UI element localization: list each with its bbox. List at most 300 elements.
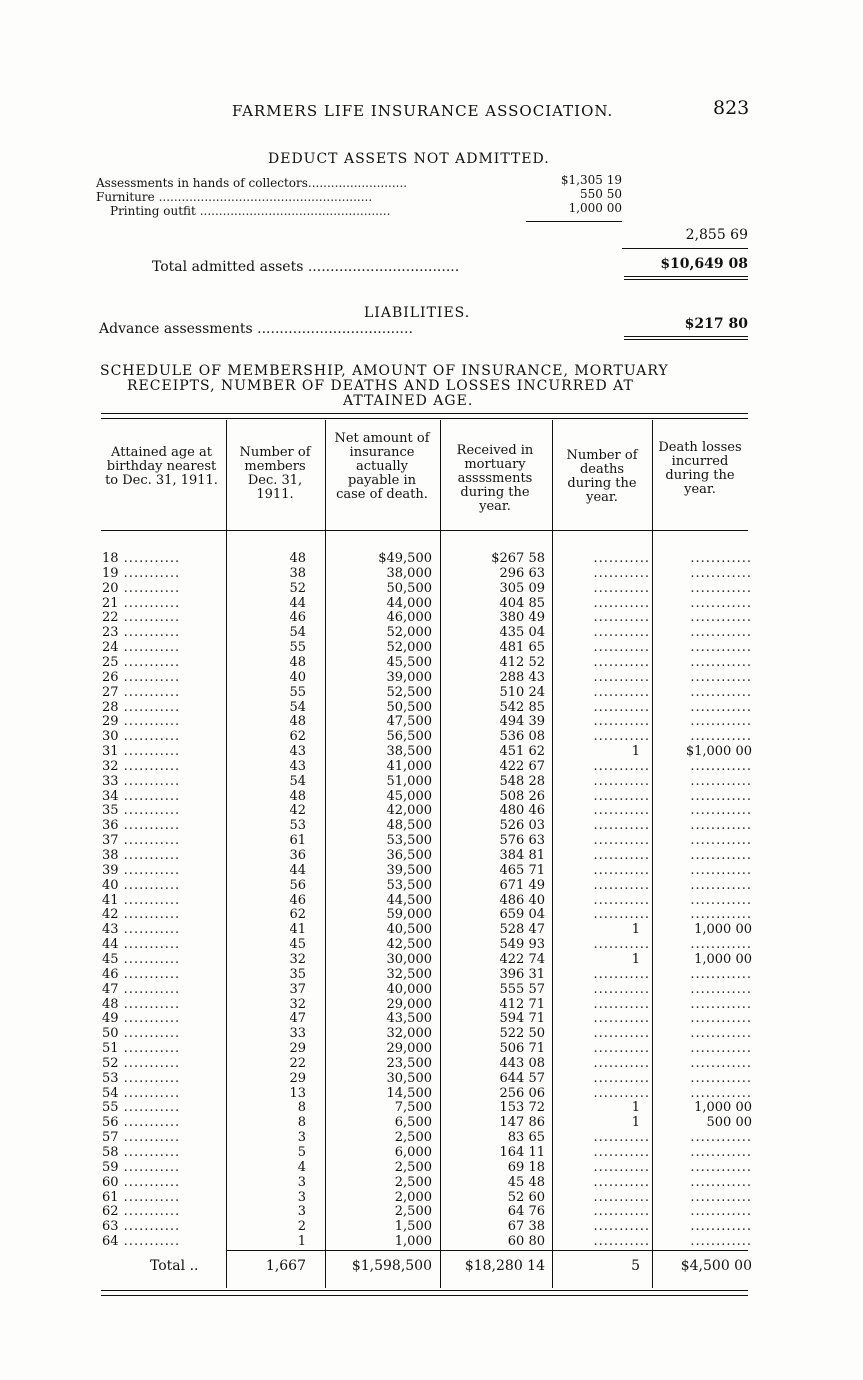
cell-age-value: 45 [102, 951, 119, 967]
cell-members: 62 [289, 729, 306, 745]
cell-deaths-leader: ........... [593, 833, 650, 849]
cell-losses: 1,000 00 [694, 1100, 752, 1116]
cell-received: 435 04 [499, 625, 545, 641]
cell-age-value: 36 [102, 818, 119, 834]
cell-insurance: 32,000 [386, 1026, 432, 1042]
cell-deaths-leader: ........... [593, 803, 650, 819]
cell-age-value: 22 [102, 610, 119, 626]
table-row [0, 953, 863, 968]
cell-age: 50 ........... [102, 1026, 181, 1042]
cell-received: 64 76 [507, 1204, 545, 1220]
cell-deaths-leader: ........... [593, 699, 650, 715]
cell-members: 37 [289, 981, 306, 997]
cell-members: 54 [289, 699, 306, 715]
cell-insurance: 44,500 [386, 892, 432, 908]
cell-deaths-leader: ........... [593, 580, 650, 596]
table-row [0, 611, 863, 626]
cell-members: 45 [289, 937, 306, 953]
deduct-item-amount: 550 50 [580, 187, 622, 201]
cell-received: 396 31 [499, 966, 545, 982]
cell-age: 33 ........... [102, 773, 181, 789]
cell-insurance: 1,500 [394, 1219, 432, 1235]
cell-age-value: 24 [102, 640, 119, 656]
cell-members: 44 [289, 595, 306, 611]
cell-received: 549 93 [499, 937, 545, 953]
cell-insurance: 43,500 [386, 1011, 432, 1027]
deduct-item-label: Assessments in hands of collectors [96, 176, 308, 190]
cell-age: 28 ........... [102, 699, 181, 715]
cell-age: 49 ........... [102, 1011, 181, 1027]
cell-deaths-leader: ........... [593, 892, 650, 908]
table-row [0, 923, 863, 938]
cell-members: 48 [289, 714, 306, 730]
table-row [0, 983, 863, 998]
deduct-item-collectors: Assessments in hands of collectors.......................... [96, 176, 408, 190]
cell-received: 659 04 [499, 907, 545, 923]
cell-age-value: 31 [102, 744, 119, 760]
double-rule [624, 276, 748, 277]
double-rule [624, 336, 748, 337]
cell-age-value: 44 [102, 937, 119, 953]
cell-age: 29 ........... [102, 714, 181, 730]
cell-members: 2 [297, 1219, 306, 1235]
table-row [0, 1176, 863, 1191]
cell-deaths: 1 [631, 951, 640, 967]
cell-deaths-leader: ........... [593, 907, 650, 923]
table-row [0, 819, 863, 834]
cell-losses: 1,000 00 [694, 922, 752, 938]
cell-insurance: 38,000 [386, 565, 432, 581]
running-header: FARMERS LIFE INSURANCE ASSOCIATION. [232, 102, 614, 120]
cell-insurance: 2,500 [394, 1174, 432, 1190]
schedule-title-line1: SCHEDULE OF MEMBERSHIP, AMOUNT OF INSURANCE, MORTUARY [100, 363, 669, 379]
cell-age: 34 ........... [102, 788, 181, 804]
cell-insurance: 2,000 [394, 1189, 432, 1205]
total-rule [226, 1250, 748, 1251]
cell-insurance: 23,500 [386, 1055, 432, 1071]
cell-received: 384 81 [499, 848, 545, 863]
cell-insurance: 2,500 [394, 1204, 432, 1220]
total-admitted-text: Total admitted assets [152, 259, 304, 275]
cell-age-value: 49 [102, 1011, 119, 1027]
cell-insurance: 39,500 [386, 862, 432, 878]
cell-age: 23 ........... [102, 625, 181, 641]
total-losses: $4,500 00 [680, 1258, 752, 1274]
cell-age-value: 53 [102, 1070, 119, 1086]
cell-losses-leader: ............ [690, 714, 752, 730]
cell-losses-leader: ............ [690, 1055, 752, 1071]
cell-losses-leader: ............ [690, 1070, 752, 1086]
cell-deaths-leader: ........... [593, 1011, 650, 1027]
cell-received: 555 57 [499, 981, 545, 997]
cell-members: 47 [289, 1011, 306, 1027]
cell-losses: $1,000 00 [685, 744, 752, 760]
cell-age: 59 ........... [102, 1159, 181, 1175]
table-row [0, 1012, 863, 1027]
cell-age: 54 ........... [102, 1085, 181, 1101]
deduct-item-printing: Printing outfit .................................................. [110, 204, 391, 218]
cell-insurance: 1,000 [394, 1234, 432, 1250]
table-row [0, 879, 863, 894]
deduct-subtotal: 2,855 69 [685, 227, 748, 243]
table-row [0, 745, 863, 760]
table-row [0, 701, 863, 716]
cell-insurance: 6,500 [394, 1115, 432, 1131]
cell-age: 30 ........... [102, 729, 181, 745]
cell-deaths: 1 [631, 744, 640, 760]
cell-age-value: 34 [102, 788, 119, 804]
cell-age-value: 54 [102, 1085, 119, 1101]
page-number: 823 [713, 97, 750, 119]
cell-members: 54 [289, 773, 306, 789]
cell-age-value: 39 [102, 862, 119, 878]
cell-age: 37 ........... [102, 833, 181, 849]
cell-deaths-leader: ........... [593, 981, 650, 997]
cell-received: 522 50 [499, 1026, 545, 1042]
cell-deaths-leader: ........... [593, 1055, 650, 1071]
cell-losses-leader: ............ [690, 803, 752, 819]
cell-age: 60 ........... [102, 1174, 181, 1190]
cell-losses-leader: ............ [690, 1204, 752, 1220]
cell-deaths-leader: ........... [593, 1174, 650, 1190]
cell-received: 60 80 [507, 1234, 545, 1250]
table-row [0, 834, 863, 849]
advance-assessments-text: Advance assessments [99, 321, 253, 337]
cell-received: 380 49 [499, 610, 545, 626]
cell-age-value: 29 [102, 714, 119, 730]
cell-members: 22 [289, 1055, 306, 1071]
cell-received: 671 49 [499, 877, 545, 893]
cell-received: 412 52 [499, 654, 545, 670]
cell-age: 41 ........... [102, 892, 181, 908]
cell-members: 3 [297, 1204, 306, 1220]
double-rule [624, 279, 748, 280]
cell-age: 38 ........... [102, 848, 181, 863]
cell-age: 35 ........... [102, 803, 181, 819]
cell-age-value: 23 [102, 625, 119, 641]
cell-insurance: 40,000 [386, 981, 432, 997]
cell-age-value: 47 [102, 981, 119, 997]
cell-age: 44 ........... [102, 937, 181, 953]
cell-insurance: 7,500 [394, 1100, 432, 1116]
cell-deaths-leader: ........... [593, 773, 650, 789]
cell-received: 451 62 [499, 744, 545, 760]
cell-received: 542 85 [499, 699, 545, 715]
table-row [0, 582, 863, 597]
cell-insurance: 52,000 [386, 640, 432, 656]
total-insurance: $1,598,500 [351, 1258, 432, 1274]
deduct-item-amount: 1,000 00 [568, 201, 622, 215]
table-row [0, 1072, 863, 1087]
cell-age: 48 ........... [102, 996, 181, 1012]
cell-members: 61 [289, 833, 306, 849]
cell-age: 47 ........... [102, 981, 181, 997]
cell-deaths-leader: ........... [593, 877, 650, 893]
cell-deaths-leader: ........... [593, 1041, 650, 1057]
cell-deaths-leader: ........... [593, 848, 650, 863]
cell-insurance: 52,000 [386, 625, 432, 641]
cell-losses-leader: ............ [690, 907, 752, 923]
cell-insurance: 51,000 [386, 773, 432, 789]
cell-losses-leader: ............ [690, 699, 752, 715]
table-row [0, 597, 863, 612]
cell-received: 480 46 [499, 803, 545, 819]
cell-insurance: 50,500 [386, 699, 432, 715]
cell-members: 29 [289, 1041, 306, 1057]
cell-losses-leader: ............ [690, 966, 752, 982]
cell-members: 48 [289, 551, 306, 566]
cell-losses-leader: ............ [690, 981, 752, 997]
cell-losses-leader: ............ [690, 1026, 752, 1042]
cell-received: 147 86 [499, 1115, 545, 1131]
cell-deaths-leader: ........... [593, 966, 650, 982]
cell-losses-leader: ............ [690, 758, 752, 774]
liabilities-heading: LIABILITIES. [364, 305, 471, 321]
table-row [0, 1161, 863, 1176]
cell-received: $267 58 [491, 551, 545, 566]
cell-members: 43 [289, 758, 306, 774]
cell-deaths-leader: ........... [593, 565, 650, 581]
cell-age: 61 ........... [102, 1189, 181, 1205]
table-row [0, 730, 863, 745]
cell-deaths-leader: ........... [593, 1070, 650, 1086]
cell-losses-leader: ............ [690, 595, 752, 611]
cell-insurance: 41,000 [386, 758, 432, 774]
table-row [0, 790, 863, 805]
cell-received: 443 08 [499, 1055, 545, 1071]
cell-losses-leader: ............ [690, 1189, 752, 1205]
cell-insurance: 2,500 [394, 1159, 432, 1175]
cell-age: 21 ........... [102, 595, 181, 611]
cell-losses-leader: ............ [690, 1041, 752, 1057]
cell-members: 48 [289, 654, 306, 670]
table-row [0, 894, 863, 909]
cell-deaths-leader: ........... [593, 684, 650, 700]
cell-received: 412 71 [499, 996, 545, 1012]
cell-age: 27 ........... [102, 684, 181, 700]
col-header-deaths: Number of deaths during the year. [566, 448, 638, 505]
cell-losses-leader: ............ [690, 565, 752, 581]
cell-deaths-leader: ........... [593, 1204, 650, 1220]
table-row [0, 998, 863, 1013]
cell-insurance: 30,000 [386, 951, 432, 967]
cell-losses-leader: ............ [690, 1145, 752, 1160]
cell-age-value: 58 [102, 1145, 119, 1160]
cell-deaths-leader: ........... [593, 654, 650, 670]
cell-age-value: 46 [102, 966, 119, 982]
cell-age-value: 57 [102, 1130, 119, 1146]
cell-age: 62 ........... [102, 1204, 181, 1220]
table-row [0, 715, 863, 730]
cell-insurance: 2,500 [394, 1130, 432, 1146]
cell-age-value: 37 [102, 833, 119, 849]
cell-age: 24 ........... [102, 640, 181, 656]
cell-members: 42 [289, 803, 306, 819]
cell-losses-leader: ............ [690, 788, 752, 804]
double-rule [624, 339, 748, 340]
cell-insurance: $49,500 [378, 551, 432, 566]
cell-received: 296 63 [499, 565, 545, 581]
cell-losses-leader: ............ [690, 877, 752, 893]
table-row [0, 1220, 863, 1235]
cell-members: 32 [289, 951, 306, 967]
cell-losses-leader: ............ [690, 892, 752, 908]
cell-losses-leader: ............ [690, 625, 752, 641]
cell-members: 3 [297, 1174, 306, 1190]
cell-age-value: 25 [102, 654, 119, 670]
table-row [0, 908, 863, 923]
table-row [0, 1205, 863, 1220]
cell-age: 22 ........... [102, 610, 181, 626]
cell-members: 56 [289, 877, 306, 893]
cell-age-value: 40 [102, 877, 119, 893]
cell-age-value: 48 [102, 996, 119, 1012]
cell-insurance: 6,000 [394, 1145, 432, 1160]
cell-insurance: 40,500 [386, 922, 432, 938]
cell-age-value: 27 [102, 684, 119, 700]
cell-age-value: 28 [102, 699, 119, 715]
cell-insurance: 59,000 [386, 907, 432, 923]
cell-members: 4 [297, 1159, 306, 1175]
cell-members: 40 [289, 669, 306, 685]
cell-received: 548 28 [499, 773, 545, 789]
cell-age: 58 ........... [102, 1145, 181, 1160]
cell-age: 40 ........... [102, 877, 181, 893]
col-header-age: Attained age at birthday nearest to Dec. 31, 1911. [105, 445, 218, 488]
cell-members: 44 [289, 862, 306, 878]
table-row [0, 938, 863, 953]
table-top-rule [101, 418, 748, 419]
table-row [0, 1116, 863, 1131]
cell-deaths-leader: ........... [593, 1159, 650, 1175]
total-received: $18,280 14 [464, 1258, 545, 1274]
deduct-item-label: Printing outfit [110, 204, 196, 218]
cell-losses-leader: ............ [690, 654, 752, 670]
cell-members: 48 [289, 788, 306, 804]
cell-members: 46 [289, 610, 306, 626]
table-row [0, 1027, 863, 1042]
cell-age-value: 35 [102, 803, 119, 819]
cell-losses-leader: ............ [690, 1159, 752, 1175]
cell-members: 3 [297, 1130, 306, 1146]
table-bottom-rule [101, 1295, 748, 1296]
table-row [0, 1042, 863, 1057]
cell-losses-leader: ............ [690, 1219, 752, 1235]
schedule-title-line3: ATTAINED AGE. [343, 393, 474, 409]
cell-age: 31 ........... [102, 744, 181, 760]
cell-members: 38 [289, 565, 306, 581]
cell-members: 3 [297, 1189, 306, 1205]
cell-losses-leader: ............ [690, 729, 752, 745]
table-row [0, 626, 863, 641]
cell-received: 526 03 [499, 818, 545, 834]
cell-age: 63 ........... [102, 1219, 181, 1235]
total-admitted-amount: $10,649 08 [660, 256, 748, 272]
cell-age-value: 62 [102, 1204, 119, 1220]
deduct-item-furniture: Furniture ........................................................ [96, 190, 373, 204]
cell-members: 13 [289, 1085, 306, 1101]
cell-losses-leader: ............ [690, 818, 752, 834]
cell-members: 33 [289, 1026, 306, 1042]
table-row [0, 671, 863, 686]
cell-age: 64 ........... [102, 1234, 181, 1250]
cell-losses-leader: ............ [690, 833, 752, 849]
cell-insurance: 45,000 [386, 788, 432, 804]
cell-losses-leader: ............ [690, 1085, 752, 1101]
cell-members: 5 [297, 1145, 306, 1160]
cell-received: 494 39 [499, 714, 545, 730]
cell-members: 8 [297, 1100, 306, 1116]
cell-age-value: 60 [102, 1174, 119, 1190]
cell-age-value: 64 [102, 1234, 119, 1250]
cell-deaths-leader: ........... [593, 788, 650, 804]
total-label: Total .. [150, 1258, 199, 1274]
cell-age-value: 26 [102, 669, 119, 685]
cell-age-value: 33 [102, 773, 119, 789]
cell-insurance: 44,000 [386, 595, 432, 611]
cell-age-value: 42 [102, 907, 119, 923]
cell-losses-leader: ............ [690, 862, 752, 878]
cell-losses-leader: ............ [690, 610, 752, 626]
schedule-title-line2: RECEIPTS, NUMBER OF DEATHS AND LOSSES INCURRED AT [127, 378, 634, 394]
cell-age: 39 ........... [102, 862, 181, 878]
cell-age: 46 ........... [102, 966, 181, 982]
cell-losses-leader: ............ [690, 640, 752, 656]
cell-members: 62 [289, 907, 306, 923]
cell-losses-leader: ............ [690, 1174, 752, 1190]
cell-losses: 500 00 [706, 1115, 752, 1131]
cell-deaths-leader: ........... [593, 1234, 650, 1250]
cell-losses-leader: ............ [690, 684, 752, 700]
cell-members: 29 [289, 1070, 306, 1086]
cell-deaths-leader: ........... [593, 1189, 650, 1205]
total-admitted-label: Total admitted assets .................................. [152, 259, 460, 275]
cell-deaths: 1 [631, 1115, 640, 1131]
table-row [0, 1087, 863, 1102]
table-row [0, 1235, 863, 1250]
cell-age-value: 50 [102, 1026, 119, 1042]
cell-received: 506 71 [499, 1041, 545, 1057]
advance-assessments-amount: $217 80 [684, 316, 748, 332]
cell-age: 36 ........... [102, 818, 181, 834]
col-header-received: Received in mortuary assssments during the year. [456, 443, 534, 514]
cell-age: 53 ........... [102, 1070, 181, 1086]
cell-age-value: 30 [102, 729, 119, 745]
cell-age: 56 ........... [102, 1115, 181, 1131]
cell-insurance: 52,500 [386, 684, 432, 700]
cell-deaths-leader: ........... [593, 640, 650, 656]
cell-deaths-leader: ........... [593, 625, 650, 641]
cell-received: 481 65 [499, 640, 545, 656]
cell-received: 528 47 [499, 922, 545, 938]
advance-assessments-label: Advance assessments ................................... [99, 321, 413, 337]
cell-losses-leader: ............ [690, 996, 752, 1012]
cell-deaths-leader: ........... [593, 996, 650, 1012]
cell-age: 19 ........... [102, 565, 181, 581]
cell-deaths-leader: ........... [593, 714, 650, 730]
cell-members: 1 [297, 1234, 306, 1250]
cell-age: 52 ........... [102, 1055, 181, 1071]
cell-received: 594 71 [499, 1011, 545, 1027]
cell-age: 18 ........... [102, 551, 181, 566]
cell-deaths-leader: ........... [593, 729, 650, 745]
cell-age-value: 19 [102, 565, 119, 581]
cell-members: 32 [289, 996, 306, 1012]
cell-received: 45 48 [507, 1174, 545, 1190]
cell-insurance: 53,500 [386, 833, 432, 849]
cell-insurance: 42,500 [386, 937, 432, 953]
cell-insurance: 38,500 [386, 744, 432, 760]
